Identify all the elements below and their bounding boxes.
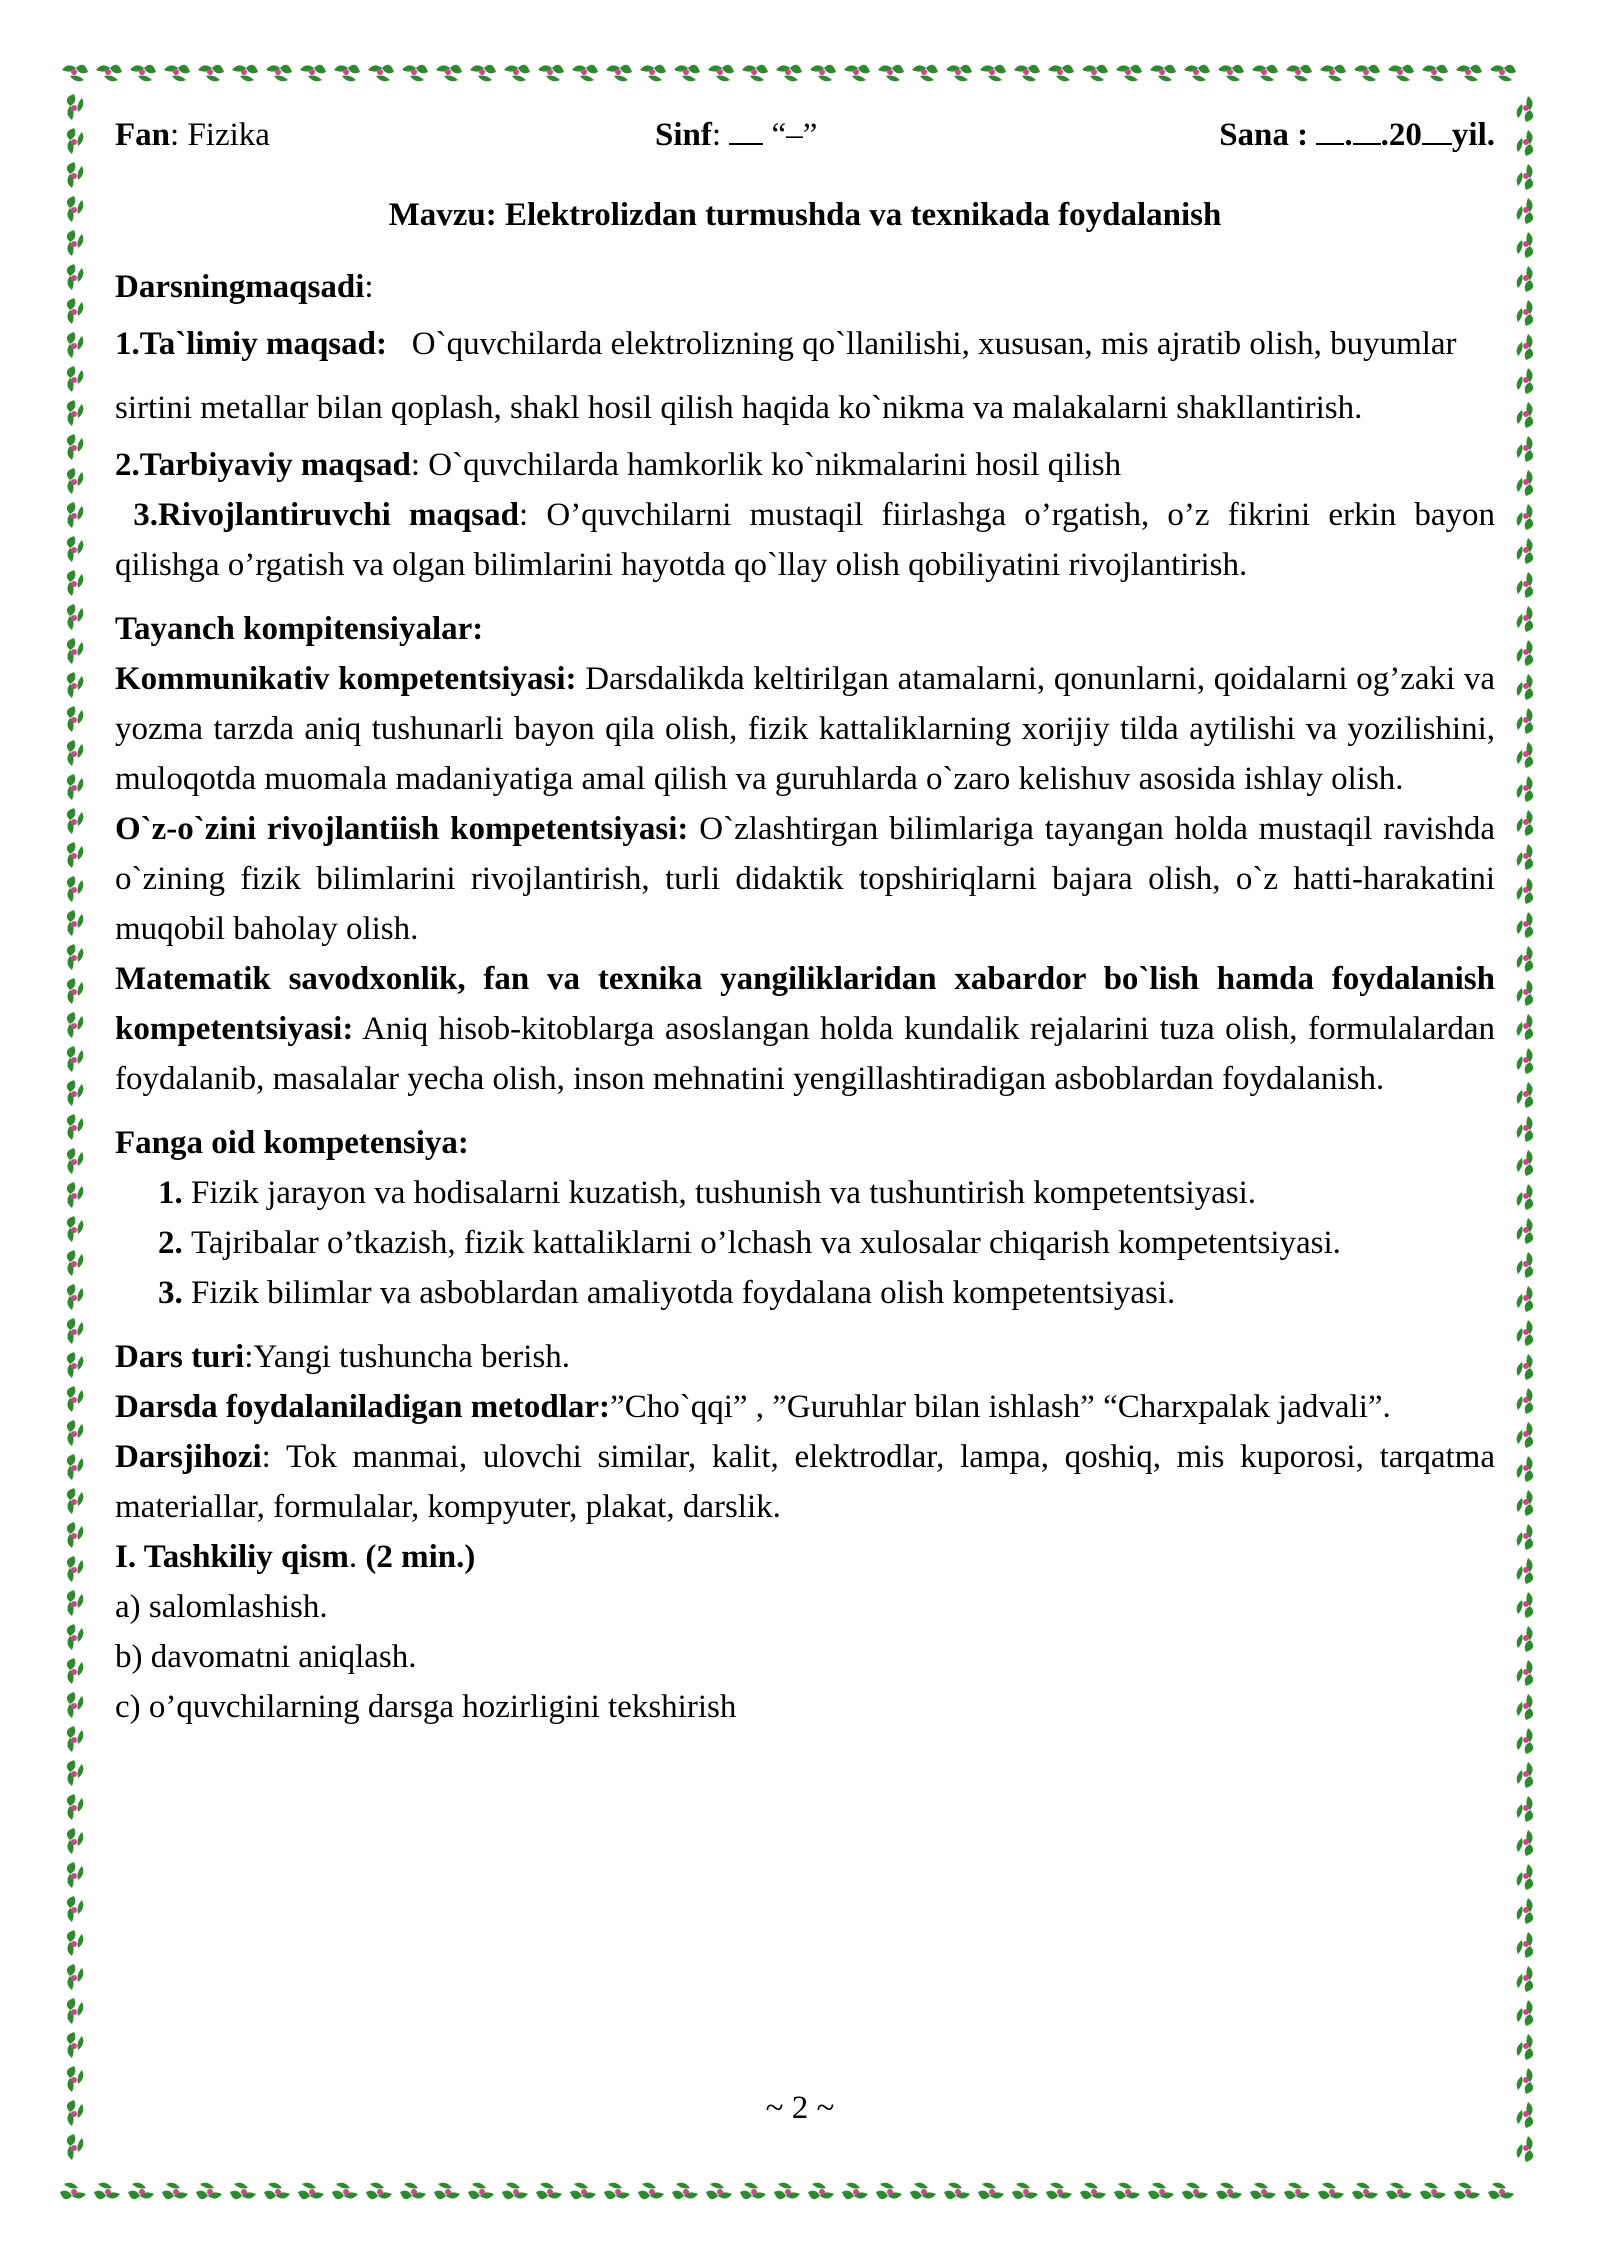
holly-sprig — [810, 65, 836, 82]
holly-sprig — [198, 65, 224, 82]
holly-sprig — [67, 94, 84, 120]
holly-sprig — [67, 1386, 84, 1412]
holly-sprig — [67, 1726, 84, 1752]
holly-sprig — [1517, 402, 1534, 428]
list-item: a) salomlashish. — [115, 1589, 328, 1625]
holly-sprig — [604, 2183, 630, 2200]
developmental-goal: 3.Rivojlantiruvchi maqsad: O’quvchilarni mustaqil fiirlashga o’rgatish, o’z fikrini erkin bayon qilishga o’rgatish va olgan bilimlarini hayotda qo`llay olish qobiliyatini rivojlantirish. — [115, 497, 1496, 583]
holly-sprig — [1012, 2183, 1038, 2200]
holly-sprig — [538, 65, 564, 82]
holly-sprig — [1517, 232, 1534, 258]
holly-sprig — [164, 65, 190, 82]
holly-sprig — [67, 162, 84, 188]
holly-sprig — [67, 1556, 84, 1582]
holly-sprig — [468, 2183, 494, 2200]
holly-sprig — [776, 65, 802, 82]
holly-sprig — [400, 2183, 426, 2200]
holly-sprig — [1352, 2183, 1378, 2200]
holly-sprig — [1517, 844, 1534, 870]
holly-sprig — [1517, 912, 1534, 938]
holly-sprig — [1517, 300, 1534, 326]
holly-sprig — [536, 2183, 562, 2200]
list-item: 1. Fizik jarayon va hodisalarni kuzatish, tushunish va tushuntirish kompetentsiyasi. — [191, 1168, 1495, 1218]
list-item: 3. Fizik bilimlar va asboblardan amaliyotda foydalana olish kompetentsiyasi. — [191, 1268, 1495, 1318]
holly-sprig — [67, 1964, 84, 1990]
holly-sprig — [1250, 2183, 1276, 2200]
holly-sprig — [1517, 810, 1534, 836]
holly-sprig — [876, 2183, 902, 2200]
holly-sprig — [1517, 504, 1534, 530]
holly-sprig — [298, 2183, 324, 2200]
holly-sprig — [67, 1012, 84, 1038]
holly-sprig — [1252, 65, 1278, 82]
holly-sprig — [67, 2134, 84, 2160]
holly-sprig — [638, 2183, 664, 2200]
list-item: 2. Tajribalar o’tkazish, fizik kattaliklarni o’lchash va xulosalar chiqarish kompetentsiyasi. — [191, 1218, 1495, 1268]
holly-sprig — [980, 65, 1006, 82]
holly-sprig — [67, 808, 84, 834]
holly-sprig — [1517, 1762, 1534, 1788]
lesson-plan-content — [115, 110, 1495, 1732]
holly-sprig — [1182, 2183, 1208, 2200]
holly-sprig — [67, 332, 84, 358]
holly-sprig — [1517, 1796, 1534, 1822]
holly-sprig — [1318, 2183, 1344, 2200]
holly-sprig — [1517, 1218, 1534, 1244]
holly-sprig — [1517, 776, 1534, 802]
holly-sprig — [1517, 1864, 1534, 1890]
holly-sprig — [67, 740, 84, 766]
holly-sprig — [1517, 1184, 1534, 1210]
holly-sprig — [130, 65, 156, 82]
holly-sprig — [1517, 1354, 1534, 1380]
goals-heading: Darsningmaqsadi: — [115, 269, 374, 305]
holly-sprig — [1046, 2183, 1072, 2200]
holly-sprig — [67, 196, 84, 222]
holly-sprig — [67, 672, 84, 698]
holly-sprig — [1517, 1830, 1534, 1856]
holly-sprig — [1517, 164, 1534, 190]
holly-sprig — [1014, 65, 1040, 82]
holly-sprig — [67, 1284, 84, 1310]
holly-sprig — [1420, 2183, 1446, 2200]
date-field: Sana : . .20 yil. — [1219, 117, 1495, 153]
holly-sprig — [402, 65, 428, 82]
holly-sprig — [67, 842, 84, 868]
holly-sprig — [67, 536, 84, 562]
holly-sprig — [572, 65, 598, 82]
holly-sprig — [1517, 1014, 1534, 1040]
holly-sprig — [67, 706, 84, 732]
holly-sprig — [1517, 1286, 1534, 1312]
holly-sprig — [67, 264, 84, 290]
holly-sprig — [808, 2183, 834, 2200]
holly-sprig — [1386, 2183, 1412, 2200]
header-row — [115, 110, 1495, 168]
holly-sprig — [67, 468, 84, 494]
holly-sprig — [1148, 2183, 1174, 2200]
holly-sprig — [912, 65, 938, 82]
holly-sprig — [67, 876, 84, 902]
holly-sprig — [266, 65, 292, 82]
holly-sprig — [67, 1522, 84, 1548]
holly-sprig — [67, 128, 84, 154]
holly-sprig — [67, 638, 84, 664]
holly-sprig — [1517, 1252, 1534, 1278]
holly-sprig — [162, 2183, 188, 2200]
holly-sprig — [67, 1896, 84, 1922]
holly-sprig — [67, 400, 84, 426]
holly-sprig — [1517, 130, 1534, 156]
holly-sprig — [1454, 2183, 1480, 2200]
holly-sprig — [1517, 1320, 1534, 1346]
lesson-equipment: Darsjihozi: Tok manmai, ulovchi similar, kalit, elektrodlar, lampa, qoshiq, mis kuporosi, tarqatma materiallar, formulalar, kompyuter, plakat, darslik. — [115, 1439, 1495, 1525]
holly-sprig — [1517, 538, 1534, 564]
holly-sprig — [67, 1352, 84, 1378]
math-literacy-competency: Matematik savodxonlik, fan va texnika yangiliklaridan xabardor bo`lish hamda foydalanish kompetentsiyasi: Aniq hisob-kitoblarga asoslangan holda kundalik rejalarini tuza olish, formulalardan foydalanib, masalalar yecha olish, inson mehnatini yengillashtiradigan asboblardan foydalanish. — [115, 961, 1495, 1097]
holly-sprig — [1517, 1694, 1534, 1720]
holly-sprig — [1517, 1388, 1534, 1414]
holly-sprig — [1517, 2136, 1534, 2162]
holly-sprig — [67, 1930, 84, 1956]
holly-sprig — [674, 65, 700, 82]
holly-sprig — [94, 2183, 120, 2200]
holly-sprig — [67, 2032, 84, 2058]
holly-sprig — [67, 1828, 84, 1854]
holly-sprig — [300, 65, 326, 82]
holly-sprig — [978, 2183, 1004, 2200]
subject-field: Fan: Fizika — [115, 117, 270, 153]
holly-sprig — [434, 2183, 460, 2200]
holly-sprig — [1517, 334, 1534, 360]
holly-sprig — [1517, 1728, 1534, 1754]
holly-sprig — [740, 2183, 766, 2200]
holly-sprig — [1517, 1592, 1534, 1618]
holly-sprig — [232, 65, 258, 82]
holly-sprig — [502, 2183, 528, 2200]
holly-sprig — [436, 65, 462, 82]
holly-sprig — [1517, 572, 1534, 598]
class-field: Sinf: “–” — [655, 117, 818, 153]
holly-sprig — [67, 1692, 84, 1718]
holly-sprig — [1517, 1490, 1534, 1516]
holly-sprig — [1422, 65, 1448, 82]
holly-sprig — [1354, 65, 1380, 82]
holly-sprig — [1517, 1082, 1534, 1108]
holly-sprig — [67, 604, 84, 630]
holly-sprig — [1517, 1626, 1534, 1652]
holly-sprig — [1286, 65, 1312, 82]
holly-sprig — [67, 1182, 84, 1208]
holly-sprig — [1517, 266, 1534, 292]
holly-sprig — [368, 65, 394, 82]
holly-sprig — [67, 1760, 84, 1786]
holly-sprig — [1048, 65, 1074, 82]
holly-sprig — [67, 944, 84, 970]
holly-sprig — [1517, 436, 1534, 462]
holly-sprig — [742, 65, 768, 82]
holly-sprig — [706, 2183, 732, 2200]
holly-sprig — [67, 910, 84, 936]
holly-sprig — [1517, 1150, 1534, 1176]
holly-sprig — [67, 1318, 84, 1344]
holly-sprig — [196, 2183, 222, 2200]
holly-sprig — [1456, 65, 1482, 82]
holly-sprig — [60, 2183, 86, 2200]
holly-sprig — [640, 65, 666, 82]
holly-sprig — [570, 2183, 596, 2200]
holly-sprig — [606, 65, 632, 82]
topic-title: Mavzu: Elektrolizdan turmushda va texnikada foydalanish — [388, 197, 1222, 233]
upbringing-goal: 2.Tarbiyaviy maqsad: O`quvchilarda hamkorlik ko`nikmalarini hosil qilish — [115, 447, 1122, 483]
lesson-methods: Darsda foydalaniladigan metodlar:”Cho`qqi” , ”Guruhlar bilan ishlash” “Charxpalak jadvali”. — [115, 1389, 1391, 1425]
holly-sprig — [67, 1454, 84, 1480]
holly-sprig — [1218, 65, 1244, 82]
holly-sprig — [1517, 1932, 1534, 1958]
holly-sprig — [946, 65, 972, 82]
holly-sprig — [1517, 1456, 1534, 1482]
holly-sprig — [1517, 674, 1534, 700]
holly-sprig — [1184, 65, 1210, 82]
holly-sprig — [1320, 65, 1346, 82]
holly-sprig — [1517, 1660, 1534, 1686]
holly-sprig — [1517, 1524, 1534, 1550]
holly-sprig — [470, 65, 496, 82]
self-development-competency: O`z-o`zini rivojlantiish kompetentsiyasi: O`zlashtirgan bilimlariga tayangan holda mustaqil ravishda o`zining fizik bilimlarini rivojlantirish, turli didaktik topshiriqlarni bajara olish, o`z hatti-harakatini muqobil baholay olish. — [115, 811, 1495, 947]
holly-sprig — [67, 1420, 84, 1446]
holly-sprig — [1517, 2034, 1534, 2060]
holly-sprig — [774, 2183, 800, 2200]
holly-sprig — [1116, 65, 1142, 82]
holly-sprig — [1517, 742, 1534, 768]
core-competencies-heading: Tayanch kompitensiyalar: — [115, 611, 484, 647]
holly-sprig — [1517, 640, 1534, 666]
holly-sprig — [672, 2183, 698, 2200]
list-item: b) davomatni aniqlash. — [115, 1639, 417, 1675]
holly-sprig — [1517, 1558, 1534, 1584]
holly-sprig — [1517, 708, 1534, 734]
lesson-type: Dars turi:Yangi tushuncha berish. — [115, 1339, 570, 1375]
list-item: c) o’quvchilarning darsga hozirligini tekshirish — [115, 1689, 737, 1725]
holly-sprig — [96, 65, 122, 82]
holly-sprig — [67, 1114, 84, 1140]
holly-sprig — [1517, 1048, 1534, 1074]
holly-sprig — [67, 1624, 84, 1650]
holly-sprig — [1517, 606, 1534, 632]
holly-sprig — [910, 2183, 936, 2200]
holly-sprig — [67, 366, 84, 392]
holly-sprig — [332, 2183, 358, 2200]
organizational-part: I. Tashkiliy qism. (2 min.) — [115, 1539, 476, 1575]
holly-sprig — [1490, 65, 1516, 82]
holly-sprig — [67, 434, 84, 460]
holly-sprig — [67, 1216, 84, 1242]
holly-sprig — [1517, 1966, 1534, 1992]
holly-sprig — [504, 65, 530, 82]
holly-sprig — [1388, 65, 1414, 82]
holly-sprig — [1216, 2183, 1242, 2200]
subject-competencies-heading: Fanga oid kompetensiya: — [115, 1125, 469, 1161]
holly-sprig — [1150, 65, 1176, 82]
holly-sprig — [67, 1250, 84, 1276]
holly-sprig — [67, 1862, 84, 1888]
holly-sprig — [944, 2183, 970, 2200]
holly-sprig — [62, 65, 88, 82]
holly-sprig — [1488, 2183, 1514, 2200]
holly-sprig — [128, 2183, 154, 2200]
communicative-competency: Kommunikativ kompetentsiyasi: Darsdalikda keltirilgan atamalarni, qonunlarni, qoidalarni og’zaki va yozma tarzda aniq tushunarli bayon qila olish, fizik kattaliklarning xorijiy tilda aytilishi va yozilishini, muloqotda muomala madaniyatiga amal qilish va guruhlarda o`zaro kelishuv asosida ishlay olish. — [115, 661, 1495, 797]
holly-sprig — [842, 2183, 868, 2200]
holly-sprig — [1517, 198, 1534, 224]
holly-sprig — [1080, 2183, 1106, 2200]
page-number: ~ 2 ~ — [765, 2090, 835, 2126]
holly-sprig — [67, 2066, 84, 2092]
holly-sprig — [67, 1148, 84, 1174]
holly-sprig — [334, 65, 360, 82]
holly-sprig — [1284, 2183, 1310, 2200]
holly-sprig — [67, 1046, 84, 1072]
holly-sprig — [67, 298, 84, 324]
holly-sprig — [1517, 1898, 1534, 1924]
holly-sprig — [1517, 1422, 1534, 1448]
holly-sprig — [67, 230, 84, 256]
holly-sprig — [67, 1080, 84, 1106]
holly-sprig — [1517, 470, 1534, 496]
subject-competencies-list — [115, 1168, 1495, 1318]
holly-sprig — [67, 502, 84, 528]
holly-sprig — [878, 65, 904, 82]
holly-sprig — [844, 65, 870, 82]
holly-sprig — [1517, 96, 1534, 122]
holly-sprig — [1517, 946, 1534, 972]
holly-sprig — [67, 1658, 84, 1684]
holly-sprig — [1517, 980, 1534, 1006]
holly-sprig — [1114, 2183, 1140, 2200]
holly-sprig — [67, 570, 84, 596]
holly-sprig — [708, 65, 734, 82]
holly-sprig — [67, 1590, 84, 1616]
holly-sprig — [67, 1488, 84, 1514]
holly-sprig — [67, 978, 84, 1004]
holly-sprig — [264, 2183, 290, 2200]
holly-sprig — [1517, 1116, 1534, 1142]
holly-sprig — [366, 2183, 392, 2200]
holly-sprig — [1082, 65, 1108, 82]
holly-sprig — [230, 2183, 256, 2200]
holly-sprig — [67, 1794, 84, 1820]
holly-sprig — [67, 1998, 84, 2024]
holly-sprig — [1517, 2000, 1534, 2026]
holly-sprig — [67, 774, 84, 800]
holly-sprig — [1517, 368, 1534, 394]
holly-sprig — [1517, 878, 1534, 904]
educational-goal: 1.Ta`limiy maqsad: O`quvchilarda elektrolizning qo`llanilishi, xususan, mis ajratib olish, buyumlar sirtini metallar bilan qoplash, shakl hosil qilish haqida ko`nikma va malakalarni shakllantirish. — [115, 326, 1457, 426]
